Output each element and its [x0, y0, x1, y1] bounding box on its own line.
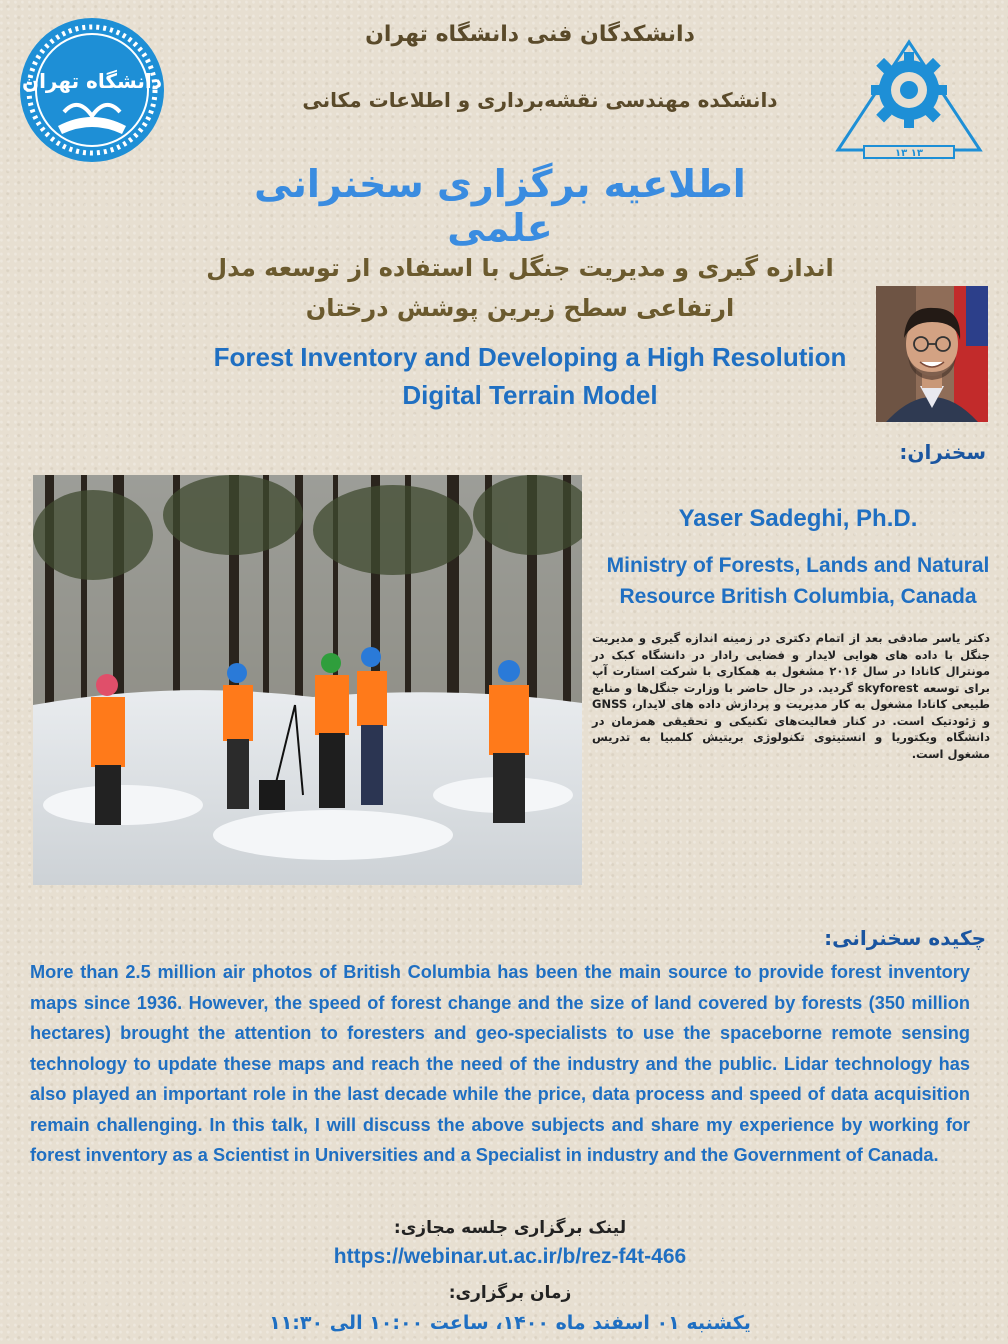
talk-title-fa-line2: ارتفاعی سطح زیرین پوشش درختان [305, 294, 735, 322]
logo-text: دانشگاه تهران [22, 69, 162, 93]
talk-title-fa-line1: اندازه گیری و مدیریت جنگل با استفاده از توسعه مدل [206, 254, 834, 282]
speaker-label: سخنران: [899, 440, 986, 464]
talk-title-english [180, 338, 880, 414]
talk-title-en-line1: Forest Inventory and Developing a High Resolution [213, 342, 847, 372]
forest-field-photo [33, 475, 582, 885]
announcement-title: اطلاعیه برگزاری سخنرانی علمی [254, 162, 746, 250]
speaker-bio: دکتر یاسر صادقی بعد از اتمام دکتری در زمینه اندازه گیری و مدیریت جنگل با داده های هوایی لایدار و فضایی رادار در دانشگاه کبک در مونترال کانادا در سال ۲۰۱۶ مشغول به همکاری با شرکت استارت آپ برای توسعه skyforest گردید. در حال حاضر با وزارت جنگل‌ها و منابع طبیعی کانادا مشغول به کار مدیریت و پردازش داده های لایدار، GNSS و ژئودتیک است. در کنار فعالیت‌های تکنیکی و تحقیقی همزمان در دانشگاه ویکتوریا و انستیتوی تکنولوژی بریتیش کلمبیا به تدریس مشغول است. [592, 631, 991, 761]
abstract-label: چکیده سخنرانی: [824, 926, 986, 950]
logo-year-text: ۱۳ ۱۳ [895, 148, 923, 159]
university-title: دانشکدگان فنی دانشگاه تهران [365, 22, 695, 47]
faculty-title: دانشکده مهندسی نقشه‌برداری و اطلاعات مکانی [302, 88, 778, 112]
abstract-text: More than 2.5 million air photos of British Columbia has been the main source to provide forest inventory maps since 1936. However, the speed of forest change and the size of land covered by forests (350 million hectares) brought the attention to foresters and geo-specialists to use the spaceborne remote sensing technology to update these maps and reach the need of the industry and the public. Lidar technology has also played an important role in the last decade while the price, data process and speed of data acquisition remain challenging. In this talk, I will discuss the above subjects and share my experience by working for forest inventory as a Scientist in Universities and a Specialist in industry and the Government of Canada. [30, 962, 970, 1165]
speaker-photo [876, 286, 988, 422]
session-time: یکشنبه ۰۱ اسفند ماه ۱۴۰۰، ساعت ۱۰:۰۰ الی ۱۱:۳۰ [269, 1312, 751, 1334]
talk-title-en-line2: Digital Terrain Model [402, 380, 658, 410]
session-link[interactable]: https://webinar.ut.ac.ir/b/rez-f4t-466 [333, 1245, 687, 1268]
speaker-name: Yaser Sadeghi, Ph.D. [678, 505, 918, 532]
affiliation-line1: Ministry of Forests, Lands and Natural [606, 554, 990, 577]
session-link-label: لینک برگزاری جلسه مجازی: [393, 1218, 627, 1238]
talk-title-persian [180, 248, 860, 328]
session-time-label: زمان برگزاری: [448, 1283, 572, 1303]
university-of-tehran-logo [18, 16, 166, 164]
speaker-affiliation [598, 550, 998, 612]
engineering-faculty-logo [834, 38, 984, 162]
affiliation-line2: Resource British Columbia, Canada [619, 585, 977, 608]
